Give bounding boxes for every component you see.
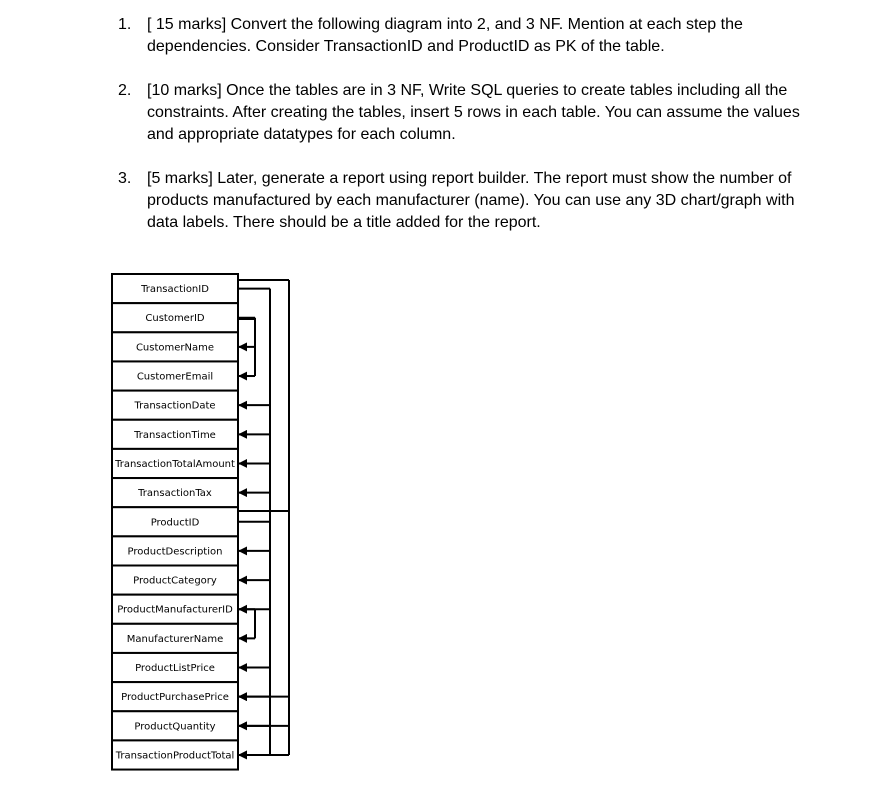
field-label: TransactionTax bbox=[138, 488, 212, 500]
question-text: [5 marks] Later, generate a report using report builder. The report must show the number of products manufactured by each manufacturer (name). You can use any 3D chart/graph with data labels. There should be a title added for the report. bbox=[147, 170, 795, 231]
field-label: CustomerName bbox=[135, 342, 215, 354]
field-row bbox=[112, 274, 238, 303]
field-row bbox=[112, 507, 238, 536]
composite-key-dependencies bbox=[238, 280, 289, 755]
manufacturerid-dependencies bbox=[238, 609, 255, 638]
field-row bbox=[112, 449, 238, 478]
field-row bbox=[112, 711, 238, 740]
field-row bbox=[112, 536, 238, 565]
field-label: ManufacturerName bbox=[126, 633, 224, 645]
field-row bbox=[112, 595, 238, 624]
field-label: CustomerEmail bbox=[136, 371, 214, 383]
field-row bbox=[112, 653, 238, 682]
field-label: ProductManufacturerID bbox=[117, 604, 233, 616]
field-label: ProductID bbox=[150, 517, 200, 529]
field-table bbox=[112, 274, 238, 770]
question-text: [10 marks] Once the tables are in 3 NF, Write SQL queries to create tables including all the constraints. After creating the tables, insert 5 rows in each table. You can assume the values and appropriate datatypes for each column. bbox=[147, 82, 800, 143]
field-row bbox=[112, 566, 238, 595]
field-row bbox=[112, 420, 238, 449]
field-row bbox=[112, 682, 238, 711]
question-number: 3. bbox=[118, 170, 132, 187]
field-label: ProductQuantity bbox=[134, 721, 216, 733]
field-label: TransactionID bbox=[141, 284, 209, 296]
field-row bbox=[112, 740, 238, 769]
field-label: TransactionTotalAmount bbox=[115, 458, 235, 470]
productid-dependencies bbox=[238, 522, 270, 668]
field-row bbox=[112, 303, 238, 332]
field-label: CustomerID bbox=[145, 313, 205, 325]
field-row bbox=[112, 478, 238, 507]
question-number: 2. bbox=[118, 82, 132, 99]
field-label: TransactionTime bbox=[134, 429, 216, 441]
field-row bbox=[112, 361, 238, 390]
field-label: TransactionDate bbox=[134, 400, 216, 412]
field-label: ProductDescription bbox=[127, 546, 223, 558]
field-label: TransactionProductTotal bbox=[115, 750, 235, 762]
field-label: ProductCategory bbox=[133, 575, 217, 587]
question-number: 1. bbox=[118, 16, 132, 33]
question-text: [ 15 marks] Convert the following diagram into 2, and 3 NF. Mention at each step the dependencies. Consider TransactionID and ProductID as PK of the table. bbox=[147, 16, 743, 55]
field-row bbox=[112, 391, 238, 420]
field-row bbox=[112, 624, 238, 653]
field-row bbox=[112, 332, 238, 361]
field-label: ProductPurchasePrice bbox=[121, 692, 229, 704]
customerid-dependencies bbox=[238, 318, 255, 376]
dependency-lines bbox=[238, 280, 289, 755]
field-label: ProductListPrice bbox=[135, 663, 215, 675]
